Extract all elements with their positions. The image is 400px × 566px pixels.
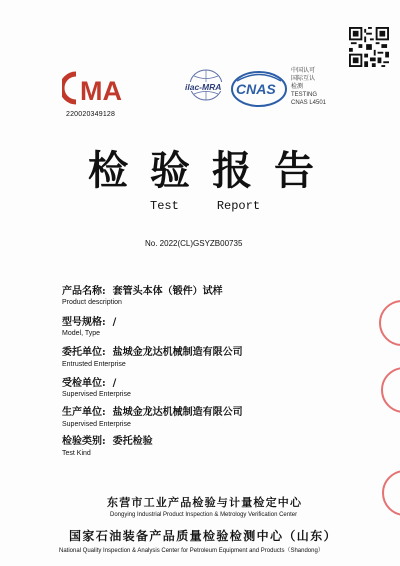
report-number: No. 2022(CL)GSYZB00735 <box>145 239 243 248</box>
cnas-logo-icon <box>231 70 287 108</box>
issuer-center-1-cn: 东营市工业产品检验与计量检定中心 <box>107 496 303 509</box>
issuer-center-2-en: National Quality Inspection & Analysis Center for Petroleum Equipment and Products（Shandong） <box>59 548 324 554</box>
field-production-unit-en: Supervised Enterprise <box>62 421 131 428</box>
field-test-kind-en: Test Kind <box>62 450 91 457</box>
report-title: 检验报告 <box>88 147 336 194</box>
report-subtitle <box>150 199 260 213</box>
field-model-type-en: Model, Type <box>62 330 101 337</box>
qr-code-icon <box>349 27 389 67</box>
field-product-description-en: Product description <box>62 299 122 306</box>
issuer-center-1-en: Dongying Industrial Product Inspection & Metrology Verification Center <box>110 512 298 518</box>
field-supervised-enterprise: 受检单位: / <box>62 378 117 389</box>
field-product-description: 产品名称: 套管头本体（锻件）试样 <box>62 286 223 297</box>
cma-logo-icon <box>62 70 124 106</box>
svg-text:ilac-MRA: ilac-MRA <box>185 82 222 92</box>
subtitle-test: Test <box>150 199 179 213</box>
field-entrusted-enterprise-en: Entrusted Enterprise <box>62 361 126 368</box>
ilac-mra-logo-icon <box>180 67 232 111</box>
field-test-kind: 检验类别: 委托检验 <box>62 436 153 447</box>
red-seal-icon <box>382 470 400 516</box>
field-supervised-enterprise-en: Supervised Enterprise <box>62 391 131 398</box>
cnas-accreditation-text: 中国认可 国际互认 检测 TESTING CNAS L4501 <box>291 68 327 106</box>
field-entrusted-enterprise: 委托单位: 盐城金龙达机械制造有限公司 <box>62 347 243 358</box>
svg-text:MA: MA <box>80 76 122 106</box>
cma-number: 220020349128 <box>66 111 116 118</box>
subtitle-report: Report <box>216 199 261 213</box>
svg-text:CNAS: CNAS <box>236 81 276 97</box>
field-model-type: 型号规格: / <box>62 317 117 328</box>
field-production-unit: 生产单位: 盐城金龙达机械制造有限公司 <box>62 407 243 418</box>
red-seal-icon <box>379 300 400 346</box>
issuer-center-2-cn: 国家石油装备产品质量检验检测中心（山东） <box>69 529 338 543</box>
red-seal-icon <box>381 367 400 413</box>
